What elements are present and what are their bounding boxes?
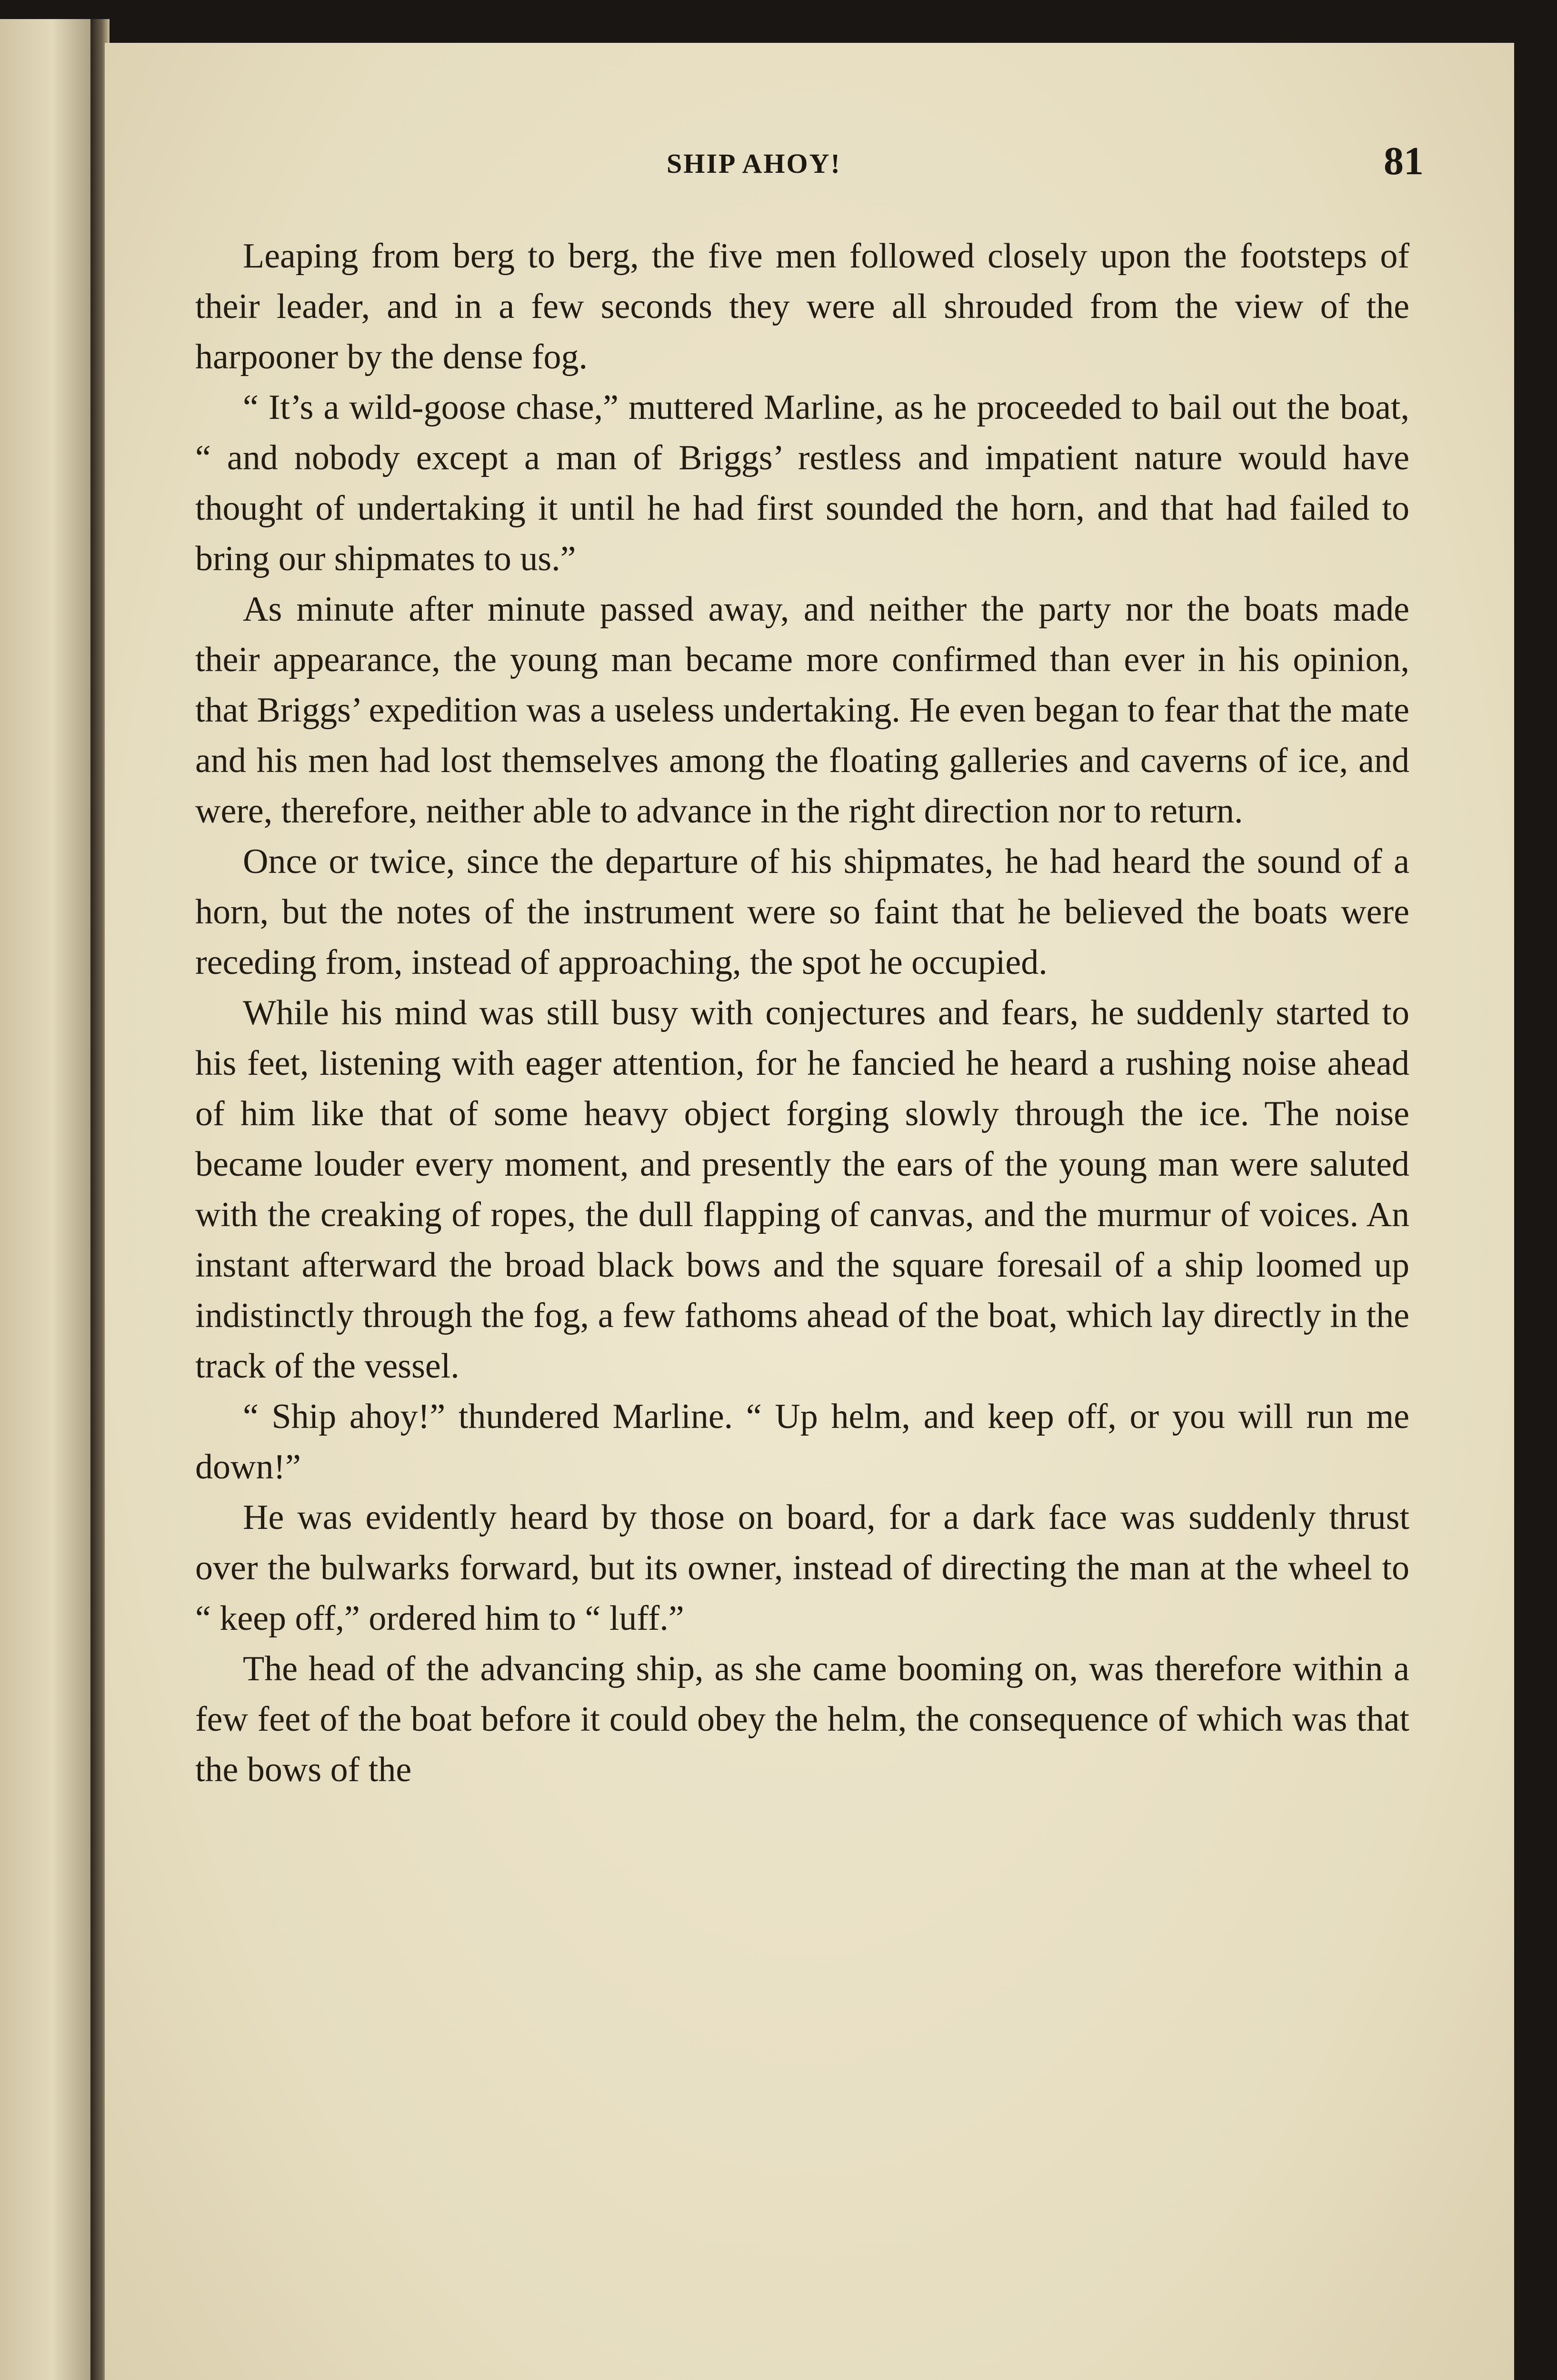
paragraph: He was evidently heard by those on board, for a dark face was suddenly thrust over the bulwarks forward, but its owner, instead of directing the man at the wheel to “ keep off,” ordered him to “ luff.” xyxy=(195,1498,1409,1638)
paragraph: The head of the advancing ship, as she came booming on, was therefore within a few feet of the boat before it could obey the helm, the consequence of which was that the bows of the xyxy=(195,1649,1409,1789)
paragraph: Once or twice, since the departure of his shipmates, he had heard the sound of a horn, but the notes of the instrument were so faint that he believed the boats were receding from, instead of approaching, the spot he occupied. xyxy=(195,842,1409,982)
facing-page-edge xyxy=(0,19,95,2380)
body-text xyxy=(195,231,1409,1795)
book-page xyxy=(105,43,1514,2380)
paragraph: “ Ship ahoy!” thundered Marline. “ Up helm, and keep off, or you will run me down!” xyxy=(195,1397,1409,1487)
paragraph: Leaping from berg to berg, the five men followed closely upon the footsteps of their leader, and in a few seconds they were all shrouded from the view of the harpooner by the dense fog. xyxy=(195,237,1409,377)
paragraph: “ It’s a wild-goose chase,” muttered Marline, as he proceeded to bail out the boat, “ and nobody except a man of Briggs’ restless and impatient nature would have thought of undertaking it until he had first sounded the horn, and that had failed to bring our shipmates to us.” xyxy=(195,388,1409,578)
page-number: 81 xyxy=(1384,139,1424,183)
page-header xyxy=(105,138,1514,195)
running-title: SHIP AHOY! xyxy=(667,148,841,179)
paragraph: While his mind was still busy with conjectures and fears, he suddenly started to his feet, listening with eager attention, for he fancied he heard a rushing noise ahead of him like that of some heavy object forging slowly through the ice. The noise became louder every moment, and presently the ears of the young man were saluted with the creaking of ropes, the dull flapping of canvas, and the murmur of voices. An instant afterward the broad black bows and the square foresail of a ship loomed up indistinctly through the fog, a few fathoms ahead of the boat, which lay directly in the track of the vessel. xyxy=(195,993,1409,1386)
paragraph: As minute after minute passed away, and neither the party nor the boats made their appearance, the young man became more confirmed than ever in his opinion, that Briggs’ expedition was a useless undertaking. He even began to fear that the mate and his men had lost themselves among the floating galleries and caverns of ice, and were, therefore, neither able to advance in the right direction nor to return. xyxy=(195,590,1409,831)
